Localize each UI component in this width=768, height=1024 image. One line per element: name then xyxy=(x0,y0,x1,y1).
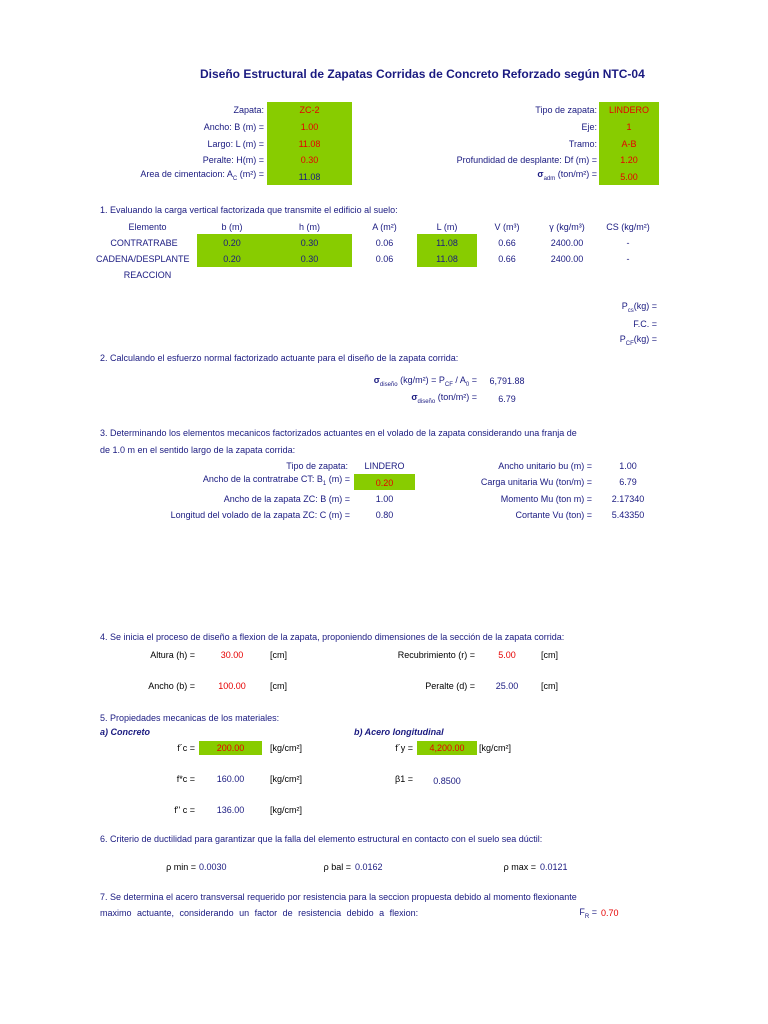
fr-value[interactable]: 0.70 xyxy=(601,908,619,918)
beta-label: β1 = xyxy=(395,774,413,784)
section-7-heading: 7. Se determina el acero transversal requerido por resistencia para la seccion propuesta debido al momento flexionante xyxy=(100,892,577,902)
ancho-b-unit: [cm] xyxy=(270,681,287,691)
cell[interactable]: 0.30 xyxy=(300,238,319,248)
concreto-heading: a) Concreto xyxy=(100,727,151,737)
mu-value: 2.17340 xyxy=(611,494,645,504)
recubrimiento-unit: [cm] xyxy=(541,650,558,660)
cell: 0.66 xyxy=(498,238,516,248)
rho-min-label: ρ min = xyxy=(166,862,196,872)
fy-value[interactable]: 4,200.00 xyxy=(429,743,465,753)
vu-label: Cortante Vu (ton) = xyxy=(515,510,592,520)
cell[interactable]: 0.20 xyxy=(223,238,241,248)
df-label: Profundidad de desplante: Df (m) = xyxy=(456,155,597,165)
cell[interactable]: 0.20 xyxy=(223,254,241,264)
sigma-adm-label: $\sigma_{adm}$ (ton/m²) = xyxy=(537,169,597,182)
ancho-label: Ancho: B (m) = xyxy=(203,122,264,132)
fstar-unit: [kg/cm²] xyxy=(270,774,303,784)
col-a: A (m²) xyxy=(372,222,397,232)
fc-value[interactable]: 200.00 xyxy=(216,743,245,753)
sigma-diseno-ton-value: 6.79 xyxy=(498,394,516,404)
col-l: L (m) xyxy=(436,222,458,232)
fr-label: $F_R$ = xyxy=(579,907,597,920)
rho-max-label: ρ max = xyxy=(503,862,536,872)
ct-value[interactable]: 0.20 xyxy=(375,478,394,488)
rho-max-value: 0.0121 xyxy=(540,862,568,872)
peralte-d-value: 25.00 xyxy=(495,681,519,691)
zc-value: 1.00 xyxy=(375,494,394,504)
eje-label: Eje: xyxy=(581,122,597,132)
section-6-heading: 6. Criterio de ductilidad para garantizar que la falla del elemento estructural en contacto con el suelo sea dúctil: xyxy=(100,834,543,844)
ancho-b-label: Ancho (b) = xyxy=(148,681,195,691)
row-contratrabe: CONTRATRABE xyxy=(110,238,178,248)
ancho-b-value[interactable]: 100.00 xyxy=(218,681,246,691)
sigma-diseno-ton-label: $\sigma_{diseño}$ (ton/m²) = xyxy=(411,392,477,405)
ancho-value[interactable]: 1.00 xyxy=(300,122,319,132)
col-h: h (m) xyxy=(299,222,320,232)
s3-tipo-value: LINDERO xyxy=(364,461,405,471)
sigma-diseno-kg-label: $\sigma_{diseño}$ $(kg/m^2) = P_{CF} / A_0$ = xyxy=(373,375,477,388)
cell[interactable]: 11.08 xyxy=(436,238,458,248)
rho-bal-label: ρ bal = xyxy=(323,862,351,872)
bu-value: 1.00 xyxy=(619,461,637,471)
fy-label: f´y = xyxy=(395,743,413,753)
sigma-diseno-kg-value: 6,791.88 xyxy=(489,376,525,386)
cell: - xyxy=(626,238,630,248)
fc-unit: [kg/cm²] xyxy=(270,743,303,753)
tipo-value: LINDERO xyxy=(608,105,649,115)
cell: 2400.00 xyxy=(550,238,584,248)
peralte-label: Peralte: H(m) = xyxy=(202,155,264,165)
beta-value: 0.8500 xyxy=(433,776,461,786)
zapata-label: Zapata: xyxy=(233,105,264,115)
f2c-value: 136.00 xyxy=(216,805,245,815)
ct-label: Ancho de la contratrabe CT: $B_1$ (m) = xyxy=(202,474,350,487)
sigma-adm-value[interactable]: 5.00 xyxy=(620,172,638,182)
bu-label: Ancho unitario bu (m) = xyxy=(498,461,592,471)
cell: 0.06 xyxy=(375,238,394,248)
tramo-label: Tramo: xyxy=(568,139,597,149)
section-3-heading: 3. Determinando los elementos mecanicos factorizados actuantes en el volado de la zapata considerando una franja de xyxy=(100,428,577,438)
recubrimiento-label: Recubrimiento (r) = xyxy=(397,650,475,660)
zc-label: Ancho de la zapata ZC: B (m) = xyxy=(223,494,350,504)
acero-heading: b) Acero longitudinal xyxy=(354,727,444,737)
largo-value[interactable]: 11.08 xyxy=(298,139,321,149)
cell[interactable]: 0.30 xyxy=(300,254,319,264)
wu-label: Carga unitaria Wu (ton/m) = xyxy=(480,477,592,487)
row-cadena: CADENA/DESPLANTE xyxy=(96,254,190,264)
eje-value[interactable]: 1 xyxy=(626,122,632,132)
page-title: Diseño Estructural de Zapatas Corridas de Concreto Reforzado según NTC-04 xyxy=(200,67,645,81)
vol-value: 0.80 xyxy=(375,510,394,520)
f2c-unit: [kg/cm²] xyxy=(270,805,303,815)
s3-tipo-label: Tipo de zapata: xyxy=(286,461,348,471)
pcf-label: $P_{CF}(kg)$ = xyxy=(619,334,657,347)
df-value[interactable]: 1.20 xyxy=(620,155,638,165)
rho-min-value: 0.0030 xyxy=(199,862,227,872)
section-7-heading-2: maximo actuante, considerando un factor de resistencia debido a flexion: xyxy=(100,908,419,918)
peralte-value[interactable]: 0.30 xyxy=(300,155,319,165)
zapata-value[interactable]: ZC-2 xyxy=(299,105,320,115)
peralte-d-label: Peralte (d) = xyxy=(425,681,475,691)
area-value: 11.08 xyxy=(298,172,321,182)
rho-bal-value: 0.0162 xyxy=(355,862,383,872)
pcs-label: $P_{cs}(kg)$ = xyxy=(621,301,657,314)
col-v: V (m³) xyxy=(494,222,520,232)
fstar-value: 160.00 xyxy=(216,774,245,784)
altura-value[interactable]: 30.00 xyxy=(220,650,244,660)
reaccion-label: REACCION xyxy=(123,270,172,280)
section-3-heading-2: de 1.0 m en el sentido largo de la zapata corrida: xyxy=(100,445,296,455)
cell: 2400.00 xyxy=(550,254,584,264)
cell: - xyxy=(626,254,630,264)
col-elemento: Elemento xyxy=(128,222,167,232)
wu-value: 6.79 xyxy=(619,477,637,487)
tipo-label: Tipo de zapata: xyxy=(535,105,597,115)
section-5-heading: 5. Propiedades mecanicas de los materiales: xyxy=(100,713,280,723)
section-2-heading: 2. Calculando el esfuerzo normal factorizado actuante para el diseño de la zapata corrida: xyxy=(100,353,459,363)
fc-label: F.C. = xyxy=(633,319,657,329)
fy-unit: [kg/cm²] xyxy=(479,743,512,753)
cell[interactable]: 11.08 xyxy=(436,254,458,264)
recubrimiento-value[interactable]: 5.00 xyxy=(498,650,516,660)
f2c-label: f'' c = xyxy=(174,805,195,815)
col-gamma: γ (kg/m³) xyxy=(549,222,585,232)
cell: 0.06 xyxy=(375,254,394,264)
area-label: Area de cimentacion: $A_C$ (m²) = xyxy=(140,169,264,182)
peralte-d-unit: [cm] xyxy=(541,681,558,691)
section-4-heading: 4. Se inicia el proceso de diseño a flexion de la zapata, proponiendo dimensiones de la sección de la zapata corrida: xyxy=(100,632,565,642)
altura-label: Altura (h) = xyxy=(150,650,195,660)
vol-label: Longitud del volado de la zapata ZC: C (m) = xyxy=(170,510,350,520)
vu-value: 5.43350 xyxy=(611,510,645,520)
section-1-heading: 1. Evaluando la carga vertical factorizada que transmite el edificio al suelo: xyxy=(100,205,398,215)
cell: 0.66 xyxy=(498,254,516,264)
col-b: b (m) xyxy=(221,222,243,232)
fc-label: f´c = xyxy=(177,743,195,753)
largo-label: Largo: L (m) = xyxy=(207,139,264,149)
altura-unit: [cm] xyxy=(270,650,287,660)
tramo-value[interactable]: A-B xyxy=(621,139,637,149)
mu-label: Momento Mu (ton m) = xyxy=(500,494,592,504)
col-cs: CS (kg/m²) xyxy=(606,222,650,232)
fstar-label: f*c = xyxy=(176,774,195,784)
